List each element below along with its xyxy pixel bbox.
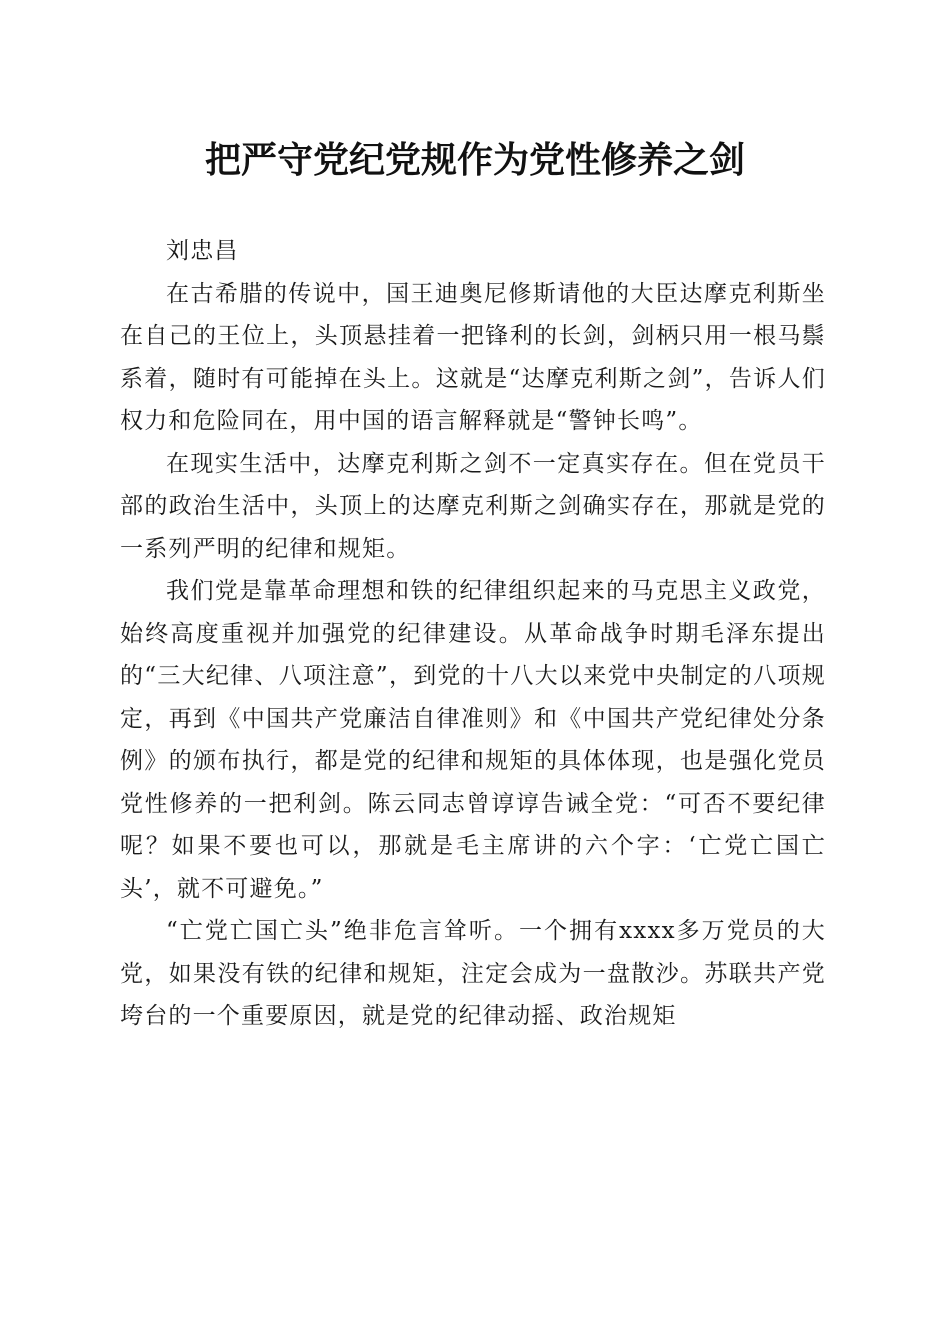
author-name: 刘忠昌	[166, 238, 239, 264]
document-body	[120, 230, 826, 1038]
paragraph: 在古希腊的传说中，国王迪奥尼修斯请他的大臣达摩克利斯坐在自己的王位上，头顶悬挂着一把锋利的长剑，剑柄只用一根马鬃系着，随时有可能掉在头上。这就是“达摩克利斯之剑”，告诉人们权力和危险同在，用中国的语言解释就是“警钟长鸣”。	[120, 280, 826, 434]
document-title: 把严守党纪党规作为党性修养之剑	[204, 139, 745, 181]
paragraph: 在现实生活中，达摩克利斯之剑不一定真实存在。但在党员干部的政治生活中，头顶上的达摩克利斯之剑确实存在，那就是党的一系列严明的纪律和规矩。	[120, 450, 826, 562]
paragraph: “亡党亡国亡头”绝非危言耸听。一个拥有xxxx多万党员的大党，如果没有铁的纪律和规矩，注定会成为一盘散沙。苏联共产党垮台的一个重要原因，就是党的纪律动摇、政治规矩	[120, 918, 826, 1029]
paragraph: 我们党是靠革命理想和铁的纪律组织起来的马克思主义政党，始终高度重视并加强党的纪律建设。从革命战争时期毛泽东提出的“三大纪律、八项注意”，到党的十八大以来党中央制定的八项规定，再到《中国共产党廉洁自律准则》和《中国共产党纪律处分条例》的颁布执行，都是党的纪律和规矩的具体体现，也是强化党员党性修养的一把利剑。陈云同志曾谆谆告诫全党：“可否不要纪律呢？如果不要也可以，那就是毛主席讲的六个字：‘亡党亡国亡头’，就不可避免。”	[120, 578, 826, 902]
